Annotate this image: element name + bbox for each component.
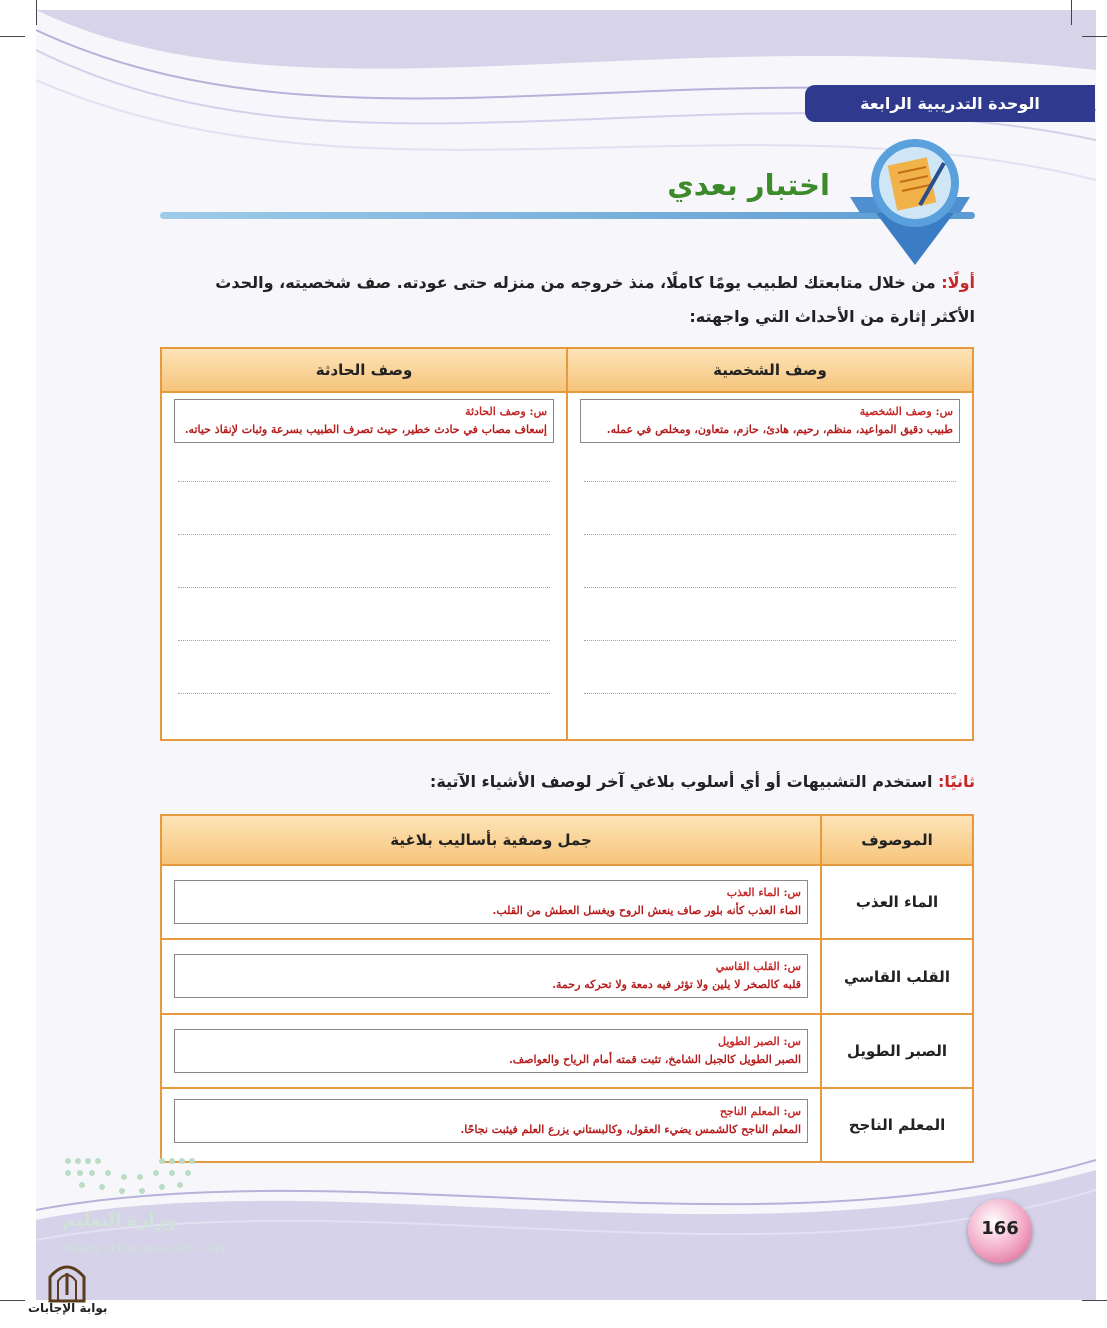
row-question: س: القلب القاسي: [715, 960, 801, 973]
part2-lead: ثانيًا:: [938, 772, 975, 791]
section-title: اختبار بعدي: [667, 168, 830, 202]
part1-lead: أولًا:: [941, 273, 975, 292]
test-paper-icon: [840, 135, 980, 270]
sentence-cell: [161, 865, 821, 939]
table-row: [161, 1088, 973, 1162]
answer-line: [584, 693, 956, 694]
sentence-answer-box[interactable]: [174, 880, 808, 924]
page-number: 166: [968, 1199, 1032, 1263]
event-question: س: وصف الحادثة: [465, 405, 547, 418]
described-item: القلب القاسي: [821, 939, 973, 1014]
site-name: بوابة الإجابات: [28, 1301, 108, 1315]
sentence-cell: [161, 939, 821, 1014]
character-answer: طبيب دقيق المواعيد، منظم، رحيم، هادئ، حازم، متعاون، ومخلص في عمله.: [606, 423, 953, 436]
col-sentences-header: جمل وصفية بأساليب بلاغية: [161, 815, 821, 865]
part2-text: استخدم التشبيهات أو أي أسلوب بلاغي آخر لوصف الأشياء الآتية:: [429, 772, 933, 791]
sentence-answer-box[interactable]: [174, 954, 808, 998]
crop-mark: [0, 36, 25, 37]
row-answer: قلبه كالصخر لا يلين ولا تؤثر فيه دمعة ولا تحركه رحمة.: [552, 978, 801, 991]
described-item: المعلم الناجح: [821, 1088, 973, 1162]
table-row: [161, 939, 973, 1014]
event-answer-box[interactable]: [174, 399, 554, 443]
described-item: الماء العذب: [821, 865, 973, 939]
part2-table: [160, 814, 974, 1163]
described-item: الصبر الطويل: [821, 1014, 973, 1088]
ministry-watermark: وزارة التعليم: [62, 1210, 177, 1231]
crop-mark: [36, 0, 37, 25]
part2-instruction: [160, 772, 975, 791]
sentence-cell: [161, 1014, 821, 1088]
event-cell: [161, 392, 567, 740]
crop-mark: [1071, 0, 1072, 25]
part1-text-line1: من خلال متابعتك لطبيب يومًا كاملًا، منذ خروجه من منزله حتى عودته. صف شخصيته، والحدث: [215, 273, 936, 292]
crop-mark: [1082, 1300, 1107, 1301]
ministry-logo-dots-icon: [62, 1155, 202, 1200]
table-row: [161, 1014, 973, 1088]
col-described-header: الموصوف: [821, 815, 973, 865]
unit-banner: الوحدة التدريبية الرابعة: [805, 85, 1095, 122]
part1-instruction-line1: [160, 273, 975, 292]
part1-text-line2: الأكثر إثارة من الأحداث التي واجهته:: [689, 307, 975, 326]
row-answer: المعلم الناجح كالشمس يضيء العقول، وكالبستاني يزرع العلم فيثبت نجاحًا.: [460, 1123, 801, 1136]
crop-mark: [0, 1300, 25, 1301]
part1-table: [160, 347, 974, 741]
character-answer-box[interactable]: [580, 399, 960, 443]
site-logo-icon: [42, 1255, 92, 1305]
ministry-watermark-sub: Ministry of Education 2025 - 1447: [62, 1244, 232, 1255]
sentence-cell: [161, 1088, 821, 1162]
row-question: س: الماء العذب: [726, 886, 801, 899]
col-character-header: وصف الشخصية: [567, 348, 973, 392]
crop-mark: [1082, 36, 1107, 37]
event-answer: إسعاف مصاب في حادث خطير، حيث تصرف الطبيب بسرعة وثبات لإنقاذ حياته.: [184, 423, 547, 436]
sentence-answer-box[interactable]: [174, 1099, 808, 1143]
row-question: س: المعلم الناجح: [719, 1105, 801, 1118]
character-question: س: وصف الشخصية: [859, 405, 953, 418]
row-answer: الماء العذب كأنه بلور صاف ينعش الروح ويغسل العطش من القلب.: [492, 904, 801, 917]
row-answer: الصبر الطويل كالجبل الشامخ، تثبت قمته أمام الرياح والعواصف.: [508, 1053, 801, 1066]
answer-line: [178, 693, 550, 694]
character-cell: [567, 392, 973, 740]
table-row: [161, 865, 973, 939]
sentence-answer-box[interactable]: [174, 1029, 808, 1073]
row-question: س: الصبر الطويل: [718, 1035, 801, 1048]
col-event-header: وصف الحادثة: [161, 348, 567, 392]
